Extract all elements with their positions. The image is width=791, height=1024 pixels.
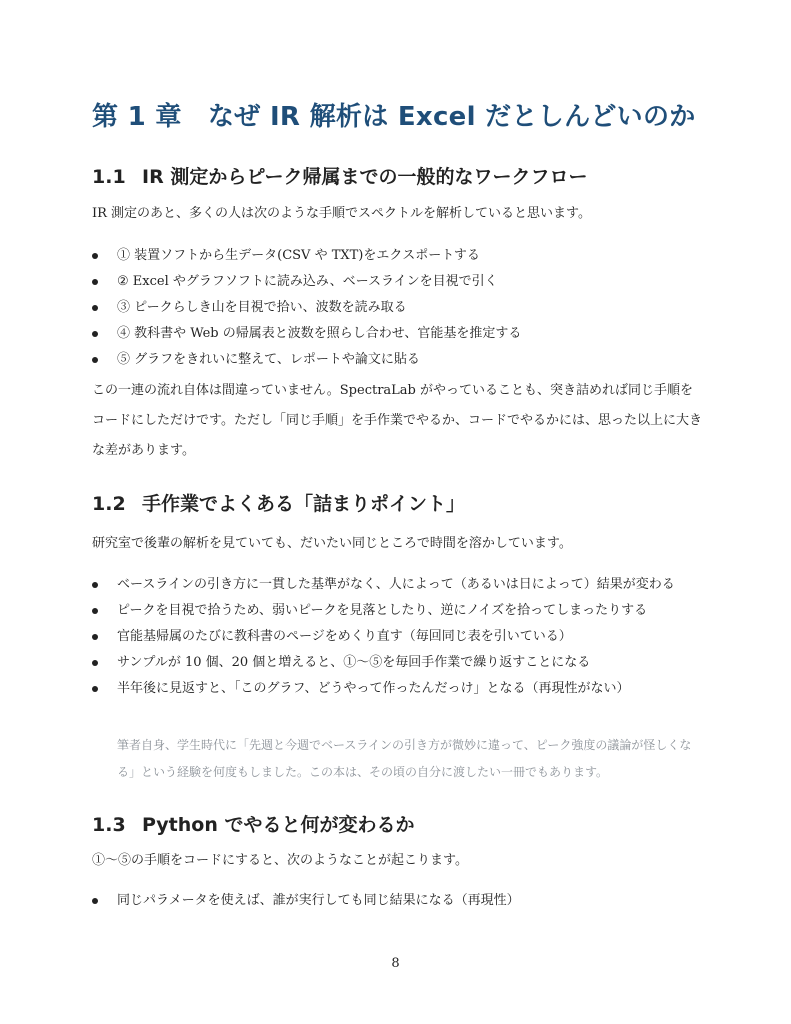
list-item: [92, 888, 704, 914]
bullet-icon: [92, 279, 98, 285]
author-note: 筆者自身、学生時代に「先週と今週でベースラインの引き方が微妙に違って、ピーク強度の議論が怪しくなる」という経験を何度もしました。この本は、その頃の自分に渡したい一冊でもあります。: [117, 738, 692, 779]
section-heading-1-2: [92, 489, 465, 516]
list-item: [92, 624, 704, 650]
list-item-text: ② Excel やグラフソフトに読み込み、ベースラインを目視で引く: [117, 274, 498, 289]
section-heading-1-1: [92, 162, 588, 189]
list-item-text: ① 装置ソフトから生データ(CSV や TXT)をエクスポートする: [117, 248, 480, 263]
list-item: [92, 243, 704, 269]
bullet-icon: [92, 357, 98, 363]
bullet-icon: [92, 686, 98, 692]
page-number: 8: [391, 956, 400, 971]
section-title: Python でやると何が変わるか: [142, 814, 415, 836]
list-item: [92, 572, 704, 598]
bullet-icon: [92, 660, 98, 666]
list-item-text: サンプルが 10 個、20 個と増えると、①〜⑤を毎回手作業で繰り返すことになる: [117, 655, 591, 670]
list-item-text: ⑤ グラフをきれいに整えて、レポートや論文に貼る: [117, 352, 420, 367]
bullet-icon: [92, 305, 98, 311]
list-item-text: ベースラインの引き方に一貫した基準がなく、人によって（あるいは日によって）結果が変わる: [117, 577, 675, 592]
list-item: [92, 650, 704, 676]
section-number: 1.2: [92, 493, 126, 515]
workflow-list: [92, 243, 704, 373]
section-number: 1.3: [92, 814, 126, 836]
bullet-icon: [92, 608, 98, 614]
body-paragraph: この一連の流れ自体は間違っていません。SpectraLab がやっていることも、突き詰めれば同じ手順をコードにしただけです。ただし「同じ手順」を手作業でやるか、コードでやるかには、思った以上に大きな差があります。: [92, 383, 702, 458]
section-intro: ①〜⑤の手順をコードにすると、次のようなことが起こります。: [92, 853, 468, 868]
list-item-text: ピークを目視で拾うため、弱いピークを見落としたり、逆にノイズを拾ってしまったりする: [117, 603, 648, 618]
list-item: [92, 676, 704, 702]
bullet-icon: [92, 331, 98, 337]
chapter-title: 第 1 章 なぜ IR 解析は Excel だとしんどいのか: [92, 102, 696, 132]
bullet-icon: [92, 253, 98, 259]
list-item: [92, 295, 704, 321]
list-item-text: 官能基帰属のたびに教科書のページをめくり直す（毎回同じ表を引いている）: [117, 629, 572, 644]
list-item: [92, 598, 704, 624]
list-item-text: 半年後に見返すと、「このグラフ、どうやって作ったんだっけ」となる（再現性がない）: [117, 681, 630, 696]
list-item-text: 同じパラメータを使えば、誰が実行しても同じ結果になる（再現性）: [117, 893, 520, 908]
bullet-icon: [92, 582, 98, 588]
section-intro: IR 測定のあと、多くの人は次のような手順でスペクトルを解析していると思います。: [92, 206, 592, 221]
list-item-text: ④ 教科書や Web の帰属表と波数を照らし合わせ、官能基を推定する: [117, 326, 522, 341]
benefits-list: [92, 888, 704, 914]
list-item-text: ③ ピークらしき山を目視で拾い、波数を読み取る: [117, 300, 407, 315]
list-item: [92, 321, 704, 347]
section-intro: 研究室で後輩の解析を見ていても、だいたい同じところで時間を溶かしています。: [92, 536, 572, 551]
section-title: IR 測定からピーク帰属までの一般的なワークフロー: [142, 166, 588, 188]
list-item: [92, 269, 704, 295]
pain-points-list: [92, 572, 704, 702]
section-number: 1.1: [92, 166, 126, 188]
section-title: 手作業でよくある「詰まりポイント」: [142, 493, 466, 515]
bullet-icon: [92, 634, 98, 640]
bullet-icon: [92, 898, 98, 904]
section-heading-1-3: [92, 810, 414, 837]
list-item: [92, 347, 704, 373]
